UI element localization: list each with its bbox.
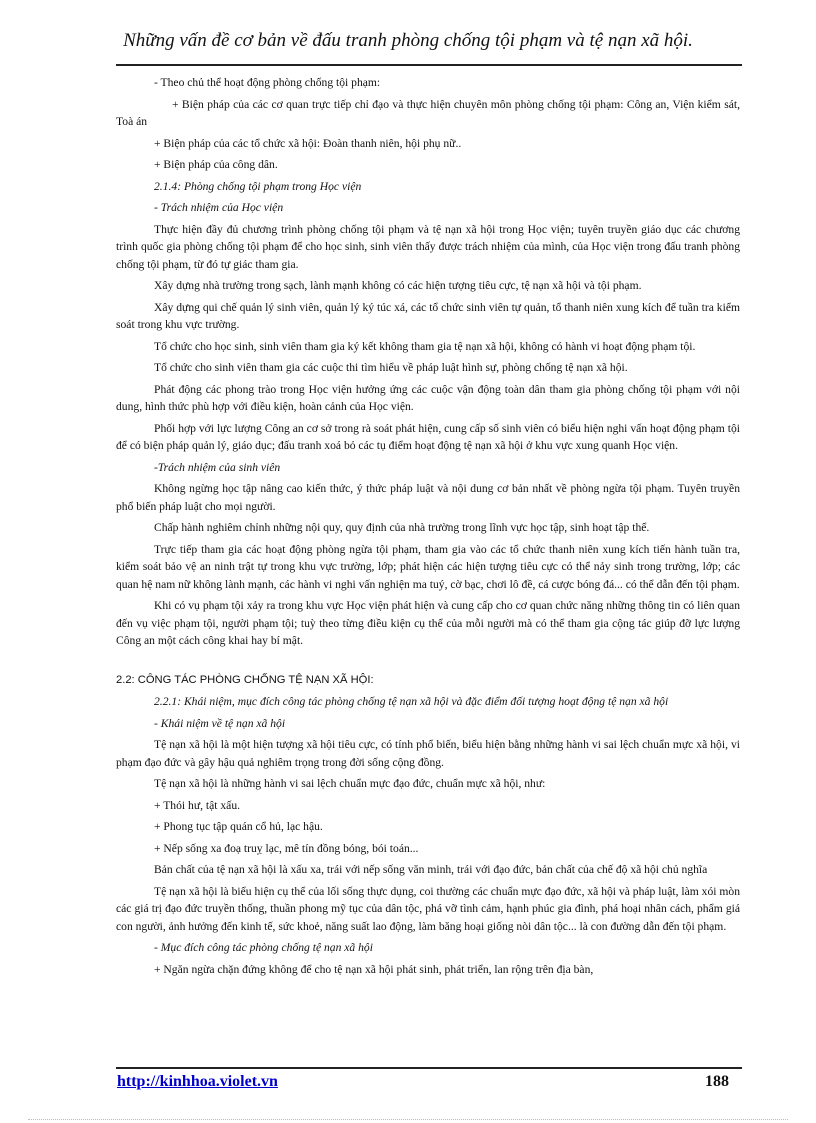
paragraph: 2.2.1: Khái niệm, mục đích công tác phòng chống tệ nạn xã hội và đặc điểm đối tượng hoạt động tệ nạn xã hội [154,695,669,708]
paragraph: - Theo chủ thể hoạt động phòng chống tội phạm: [154,76,381,89]
paragraph: Trực tiếp tham gia các hoạt động phòng ngừa tội phạm, tham gia vào các tổ chức thanh niên xung kích tiến hành tuần tra, kiểm soát bảo vệ an ninh trật tự trong khu vực trường, lớp; phát hiện các hiện tượng tiêu cực có thể nảy sinh trong trường, lớp; các quan hệ nam nữ không lành mạnh, các hành vi nghi vấn nghiện ma tuý, cờ bạc, chơi lô đề, cá cược bóng đá... có thể dẫn đến tội phạm. [116,542,740,591]
paragraph: + Biện pháp của các tổ chức xã hội: Đoàn thanh niên, hội phụ nữ.. [154,136,462,150]
page-number: 188 [705,1073,729,1090]
paragraph: Xây dựng qui chế quản lý sinh viên, quản lý ký túc xá, các tổ chức sinh viên tự quản, tổ thanh niên xung kích để tuần tra kiểm soát trong khu vực trường. [116,300,740,331]
page-bottom-border [28,1119,788,1120]
paragraph: Không ngừng học tập nâng cao kiến thức, ý thức pháp luật và nội dung cơ bản nhất về phòng ngừa tội phạm. Tuyên truyền phổ biến pháp luật cho mọi người. [116,482,740,513]
paragraph: Xây dựng nhà trường trong sạch, lành mạnh không có các hiện tượng tiêu cực, tệ nạn xã hội và tội phạm. [154,279,642,292]
paragraph: Chấp hành nghiêm chỉnh những nội quy, quy định của nhà trường trong lĩnh vực học tập, sinh hoạt tập thể. [154,521,650,534]
paragraph: + Biện pháp của các cơ quan trực tiếp chỉ đạo và thực hiện chuyên môn phòng chống tội phạm: Công an, Viện kiểm sát, Toà án [116,97,740,128]
page-content [116,74,740,982]
paragraph: Tệ nạn xã hội là biểu hiện cụ thể của lối sống thực dụng, coi thường các chuẩn mực đạo đức, xã hội và pháp luật, làm xói mòn các giá trị đạo đức truyền thống, thuần phong mỹ tục của dân tộc, phá vỡ tình cảm, hạnh phúc gia đình, phá hoại nhân cách, phẩm giá con người, ảnh hưởng đến kinh tế, sức khoẻ, năng suất lao động, làm băng hoại giống nòi dân tộc... là con đường dẫn đến tội phạm. [116,884,740,933]
footer-link[interactable]: http://kinhhoa.violet.vn [117,1073,278,1090]
header-rule [116,64,742,66]
paragraph: - Mục đích công tác phòng chống tệ nạn xã hội [154,941,373,954]
paragraph: Phát động các phong trào trong Học viện hưởng ứng các cuộc vận động toàn dân tham gia phòng chống tội phạm với nội dung, hình thức phù hợp với điều kiện, hoàn cảnh của Học viện. [116,382,740,413]
paragraph: Tổ chức cho sinh viên tham gia các cuộc thi tìm hiểu về pháp luật hình sự, phòng chống tệ nạn xã hội. [154,361,628,374]
paragraph: Phối hợp với lực lượng Công an cơ sở trong rà soát phát hiện, cung cấp số sinh viên có biểu hiện nghi vấn hoạt động phạm tội để có biện pháp quản lý, giáo dục; đấu tranh xoá bỏ các tụ điểm hoạt động tệ nạn xã hội ở khu vực xung quanh Học viện. [116,421,740,452]
paragraph: + Thói hư, tật xấu. [154,798,241,812]
paragraph: -Trách nhiệm của sinh viên [154,460,281,474]
paragraph: Tệ nạn xã hội là một hiện tượng xã hội tiêu cực, có tính phổ biến, biểu hiện bằng những hành vi sai lệch chuẩn mực xã hội, vi phạm đạo đức và gây hậu quả nghiêm trọng trong đời sống cộng đồng. [116,738,740,769]
paragraph: - Trách nhiệm của Học viện [154,201,284,214]
paragraph: + Biện pháp của công dân. [154,158,278,171]
footer-rule [116,1067,742,1069]
paragraph: Tổ chức cho học sinh, sinh viên tham gia ký kết không tham gia tệ nạn xã hội, không có hành vi hoạt động phạm tội. [154,339,696,353]
paragraph: + Nếp sống xa đoạ truỵ lạc, mê tín đồng bóng, bói toán... [154,841,419,855]
page-header: Những vấn đề cơ bản về đấu tranh phòng chống tội phạm và tệ nạn xã hội. [123,30,693,51]
paragraph: Tệ nạn xã hội là những hành vi sai lệch chuẩn mực đạo đức, chuẩn mực xã hội, như: [154,777,546,790]
paragraph: Khi có vụ phạm tội xảy ra trong khu vực Học viện phát hiện và cung cấp cho cơ quan chức năng những thông tin có liên quan đến vụ việc phạm tội, người phạm tội; tuỳ theo từng điều kiện cụ thể của mỗi người mà có thể tham gia cộng tác giúp đỡ lực lượng Công an một cách công khai hay bí mật. [116,599,740,647]
paragraph: + Ngăn ngừa chặn đứng không để cho tệ nạn xã hội phát sinh, phát triển, lan rộng trên địa bàn, [154,962,594,976]
paragraph: - Khái niệm về tệ nạn xã hội [154,716,286,730]
paragraph: + Phong tục tập quán cổ hủ, lạc hậu. [154,820,323,833]
section-heading: 2.2: CÔNG TÁC PHÒNG CHỐNG TỆ NẠN XÃ HỘI: [116,673,374,686]
paragraph: Bản chất của tệ nạn xã hội là xấu xa, trái với nếp sống văn minh, trái với đạo đức, bản chất của chế độ xã hội chủ nghĩa [154,863,708,876]
paragraph: Thực hiện đầy đủ chương trình phòng chống tội phạm và tệ nạn xã hội trong Học viện; tuyên truyền giáo dục các chương trình quốc gia phòng chống tội phạm để cho học sinh, sinh viên thấy được trách nhiệm của mình, của Học viện trong đấu tranh phòng chống tội phạm, từ đó tự giác tham gia. [116,222,740,271]
paragraph: 2.1.4: Phòng chống tội phạm trong Học viện [154,179,362,193]
